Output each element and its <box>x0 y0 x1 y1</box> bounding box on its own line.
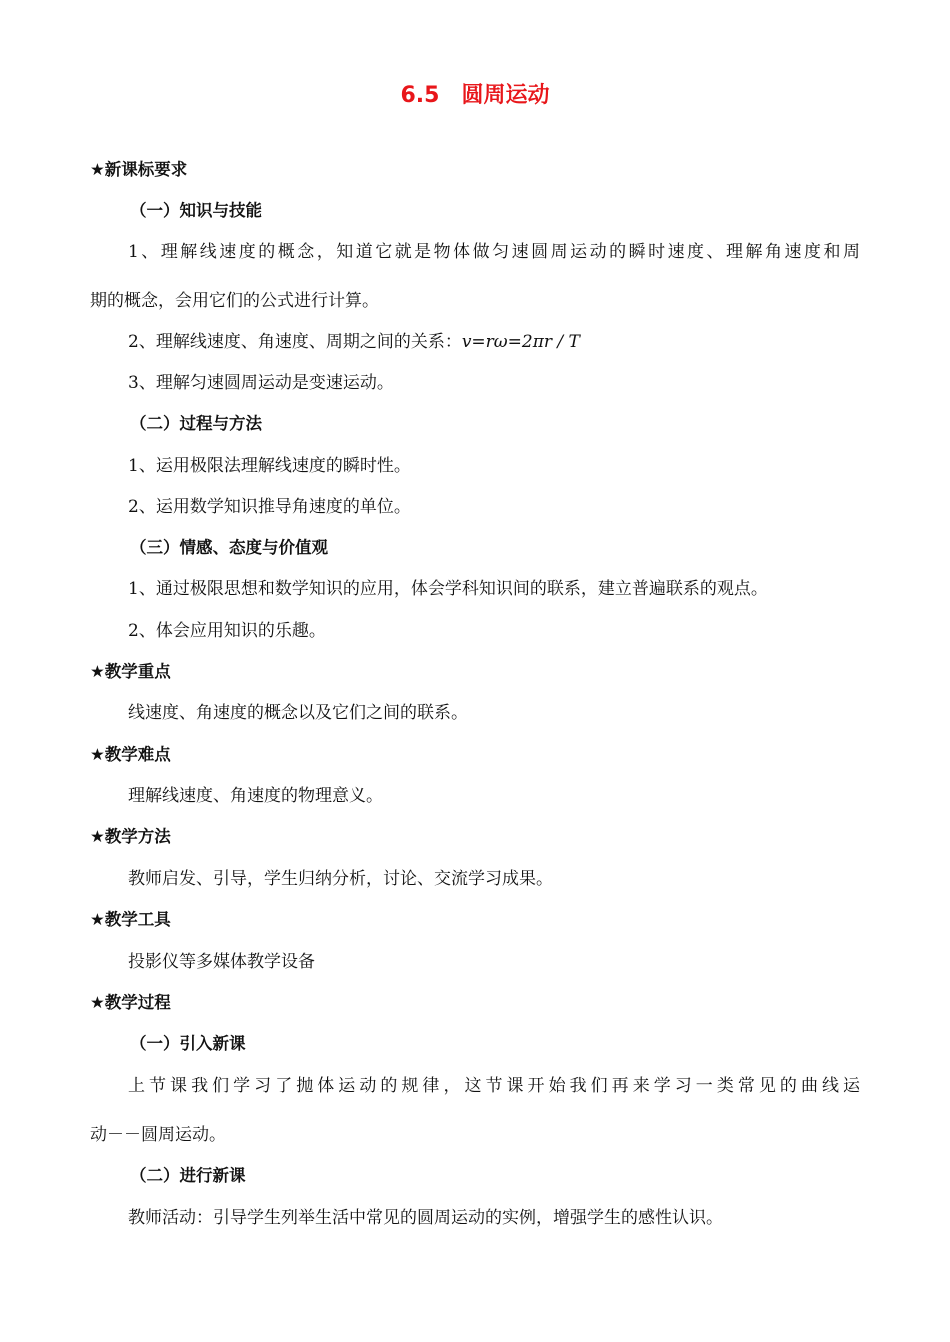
knowledge-item-2-text: 2、理解线速度、角速度、周期之间的关系： <box>128 332 462 352</box>
methods-text: 教师启发、引导，学生归纳分析，讨论、交流学习成果。 <box>128 869 553 889</box>
knowledge-item-3: 3、理解匀速圆周运动是变速运动。 <box>128 373 394 393</box>
knowledge-item-1-line-1: 1、理解线速度的概念，知道它就是物体做匀速圆周运动的瞬时速度、理解角速度和周 <box>128 242 860 262</box>
subheading-process: （二）过程与方法 <box>130 414 262 433</box>
subheading-knowledge: （一）知识与技能 <box>130 201 262 220</box>
section-heading-key-points: ★教学重点 <box>90 662 171 681</box>
knowledge-item-1-line-2: 期的概念，会用它们的公式进行计算。 <box>90 291 379 311</box>
new-lesson-line-1: 教师活动：引导学生列举生活中常见的圆周运动的实例，增强学生的感性认识。 <box>128 1208 723 1228</box>
tools-text: 投影仪等多媒体教学设备 <box>128 952 315 972</box>
process-item-1: 1、运用极限法理解线速度的瞬时性。 <box>128 456 411 476</box>
key-points-text: 线速度、角速度的概念以及它们之间的联系。 <box>128 703 468 723</box>
emotion-item-2: 2、体会应用知识的乐趣。 <box>128 621 326 641</box>
emotion-item-1: 1、通过极限思想和数学知识的应用，体会学科知识间的联系，建立普遍联系的观点。 <box>128 579 768 599</box>
section-heading-difficulties: ★教学难点 <box>90 745 171 764</box>
page-title: 6.5 圆周运动 <box>400 83 550 108</box>
process-item-2: 2、运用数学知识推导角速度的单位。 <box>128 497 411 517</box>
difficulties-text: 理解线速度、角速度的物理意义。 <box>128 786 383 806</box>
section-heading-tools: ★教学工具 <box>90 910 171 929</box>
section-heading-procedure: ★教学过程 <box>90 993 171 1012</box>
subheading-intro: （一）引入新课 <box>130 1034 246 1053</box>
intro-line-1: 上节课我们学习了抛体运动的规律，这节课开始我们再来学习一类常见的曲线运 <box>128 1076 860 1096</box>
knowledge-item-2 <box>128 330 580 354</box>
subheading-emotion: （三）情感、态度与价值观 <box>130 538 328 557</box>
subheading-new-lesson: （二）进行新课 <box>130 1166 246 1185</box>
section-heading-standards: ★新课标要求 <box>90 160 188 179</box>
intro-line-2: 动－－圆周运动。 <box>90 1125 226 1145</box>
section-heading-methods: ★教学方法 <box>90 827 171 846</box>
velocity-formula: v=rω=2πr / T <box>461 332 580 352</box>
